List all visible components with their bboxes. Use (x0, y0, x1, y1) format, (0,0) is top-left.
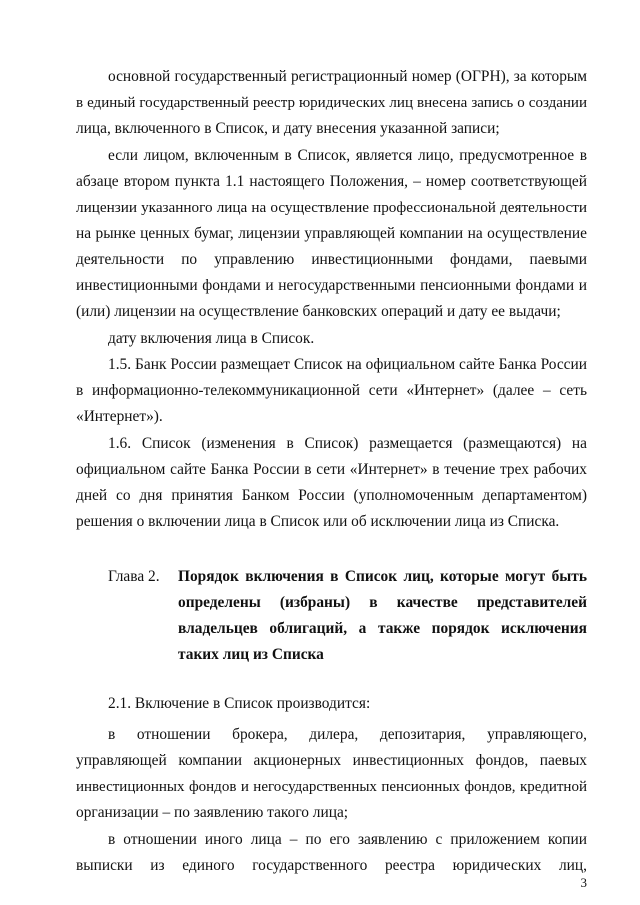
text-line: инвестиционных фондов и негосударственных пенсионных фондов, кредитной (76, 779, 587, 795)
text-line: дней со дня принятия Банком России (уполномоченным департаментом) (76, 487, 587, 504)
text-line: в информационно-телекоммуникационной сети «Интернет» (далее – сеть (76, 382, 587, 399)
chapter-title-line: Порядок включения в Список лиц, которые могут быть (178, 568, 587, 585)
text-line: в отношении брокера, дилера, депозитария, управляющего, (108, 726, 587, 743)
text-line: организации – по заявлению такого лица; (76, 804, 349, 821)
text-line: инвестиционными фондами и негосударственными пенсионными фондами и (76, 277, 587, 294)
text-line: (или) лицензии на осуществление банковских операций и дату ее выдачи; (76, 303, 561, 320)
text-line: 1.5. Банк России размещает Список на официальном сайте Банка России (108, 356, 587, 373)
chapter-title-line: таких лиц из Списка (178, 646, 324, 663)
text-line: на рынке ценных бумаг, лицензии управляющей компании на осуществление (76, 225, 587, 242)
text-line: управляющей компании акционерных инвестиционных фондов, паевых (76, 752, 587, 769)
text-line: 1.6. Список (изменения в Список) размещается (размещаются) на (108, 435, 587, 452)
chapter-title-line: владельцев облигаций, а также порядок исключения (178, 620, 587, 637)
text-line: абзаце втором пункта 1.1 настоящего Положения, – номер соответствующей (76, 173, 587, 190)
page-number: 3 (580, 875, 587, 890)
text-line: выписки из единого государственного реестра юридических лиц, (76, 857, 587, 874)
text-line: в отношении иного лица – по его заявлению с приложением копии (108, 831, 587, 848)
text-line: в единый государственный реестр юридических лиц внесена запись о создании (76, 95, 587, 111)
chapter-title-line: определены (избраны) в качестве представителей (178, 594, 587, 611)
text-line: 2.1. Включение в Список производится: (108, 695, 371, 712)
text-line: «Интернет»). (76, 408, 163, 425)
text-line: лица, включенного в Список, и дату внесения указанной записи; (76, 120, 500, 137)
chapter-label: Глава 2. (108, 568, 160, 585)
text-line: основной государственный регистрационный номер (ОГРН), за которым (108, 68, 587, 85)
text-line: официальном сайте Банка России в сети «Интернет» в течение трех рабочих (76, 461, 587, 478)
text-line: лицензии указанного лица на осуществление профессиональной деятельности (76, 199, 587, 216)
text-line: если лицом, включенным в Список, является лицо, предусмотренное в (108, 147, 587, 164)
text-line: деятельности по управлению инвестиционными фондами, паевыми (76, 251, 587, 268)
text-line: дату включения лица в Список. (108, 330, 315, 347)
text-line: решения о включении лица в Список или об исключении лица из Списка. (76, 513, 560, 530)
